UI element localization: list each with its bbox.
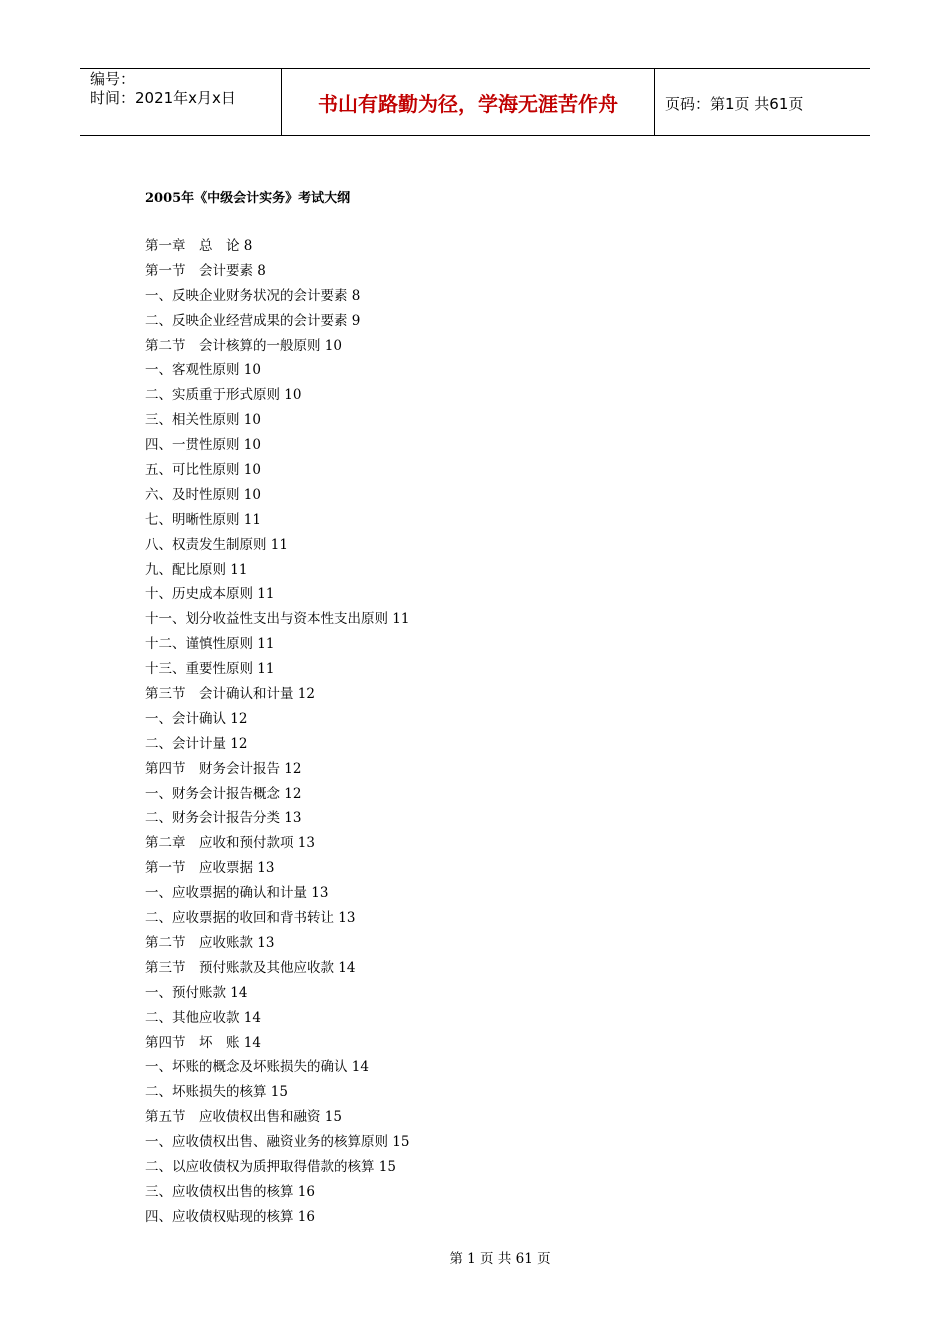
toc-entry[interactable]: 二、财务会计报告分类 13 <box>145 810 302 827</box>
toc-entry[interactable]: 十二、谨慎性原则 11 <box>145 636 275 653</box>
toc-entry[interactable]: 一、财务会计报告概念 12 <box>145 785 302 802</box>
toc-entry[interactable]: 十一、划分收益性支出与资本性支出原则 11 <box>145 611 410 628</box>
toc-entry[interactable]: 一、客观性原则 10 <box>145 362 261 379</box>
toc-entry[interactable]: 第二节 会计核算的一般原则 10 <box>145 337 342 354</box>
toc-entry[interactable]: 一、预付账款 14 <box>145 984 248 1001</box>
toc-entry[interactable]: 一、坏账的概念及坏账损失的确认 14 <box>145 1059 369 1076</box>
toc-entry[interactable]: 三、相关性原则 10 <box>145 412 261 429</box>
toc-entry[interactable]: 第四节 坏 账 14 <box>145 1034 261 1051</box>
toc-entry[interactable]: 一、反映企业财务状况的会计要素 8 <box>145 287 361 304</box>
header-motto: 书山有路勤为径，学海无涯苦作舟 <box>318 92 618 116</box>
toc-entry[interactable]: 二、应收票据的收回和背书转让 13 <box>145 910 356 927</box>
header-time-label: 时间：2021年x月x日 <box>90 89 236 107</box>
header-page-info: 页码：第1页 共61页 <box>665 95 804 113</box>
header-divider-right <box>654 68 655 136</box>
toc-entry[interactable]: 第三节 会计确认和计量 12 <box>145 686 315 703</box>
toc-entry[interactable]: 五、可比性原则 10 <box>145 462 261 479</box>
toc-entry[interactable]: 第三节 预付账款及其他应收款 14 <box>145 959 356 976</box>
table-of-contents <box>145 234 409 1230</box>
toc-entry[interactable]: 十、历史成本原则 11 <box>145 586 275 603</box>
toc-entry[interactable]: 四、一贯性原则 10 <box>145 437 261 454</box>
toc-entry[interactable]: 一、应收票据的确认和计量 13 <box>145 885 329 902</box>
toc-entry[interactable]: 二、会计计量 12 <box>145 735 248 752</box>
toc-entry[interactable]: 二、以应收债权为质押取得借款的核算 15 <box>145 1158 396 1175</box>
toc-entry[interactable]: 二、反映企业经营成果的会计要素 9 <box>145 312 361 329</box>
toc-entry[interactable]: 二、其他应收款 14 <box>145 1009 261 1026</box>
header-number-label: 编号： <box>90 70 136 88</box>
toc-entry[interactable]: 二、实质重于形式原则 10 <box>145 387 302 404</box>
toc-entry[interactable]: 一、会计确认 12 <box>145 710 248 727</box>
toc-entry[interactable]: 七、明晰性原则 11 <box>145 511 261 528</box>
toc-entry[interactable]: 第五节 应收债权出售和融资 15 <box>145 1109 342 1126</box>
toc-entry[interactable]: 第一章 总 论 8 <box>145 238 253 254</box>
toc-entry[interactable]: 九、配比原则 11 <box>145 561 248 578</box>
page-footer: 第 1 页 共 61 页 <box>449 1251 551 1267</box>
header-top-rule <box>80 68 870 69</box>
toc-entry[interactable]: 第四节 财务会计报告 12 <box>145 760 302 777</box>
toc-entry[interactable]: 第一节 会计要素 8 <box>145 262 266 279</box>
header-bottom-rule <box>80 135 870 136</box>
toc-entry[interactable]: 一、应收债权出售、融资业务的核算原则 15 <box>145 1134 410 1151</box>
document-title: 2005年《中级会计实务》考试大纲 <box>145 191 351 206</box>
toc-entry[interactable]: 三、应收债权出售的核算 16 <box>145 1183 315 1200</box>
toc-entry[interactable]: 第一节 应收票据 13 <box>145 860 275 877</box>
toc-entry[interactable]: 六、及时性原则 10 <box>145 486 261 503</box>
toc-entry[interactable]: 第二章 应收和预付款项 13 <box>145 835 315 852</box>
header-meta <box>90 70 236 108</box>
toc-entry[interactable]: 十三、重要性原则 11 <box>145 661 275 678</box>
toc-entry[interactable]: 二、坏账损失的核算 15 <box>145 1084 288 1101</box>
toc-entry[interactable]: 八、权责发生制原则 11 <box>145 536 288 553</box>
toc-entry[interactable]: 四、应收债权贴现的核算 16 <box>145 1208 315 1225</box>
toc-entry[interactable]: 第二节 应收账款 13 <box>145 934 275 951</box>
